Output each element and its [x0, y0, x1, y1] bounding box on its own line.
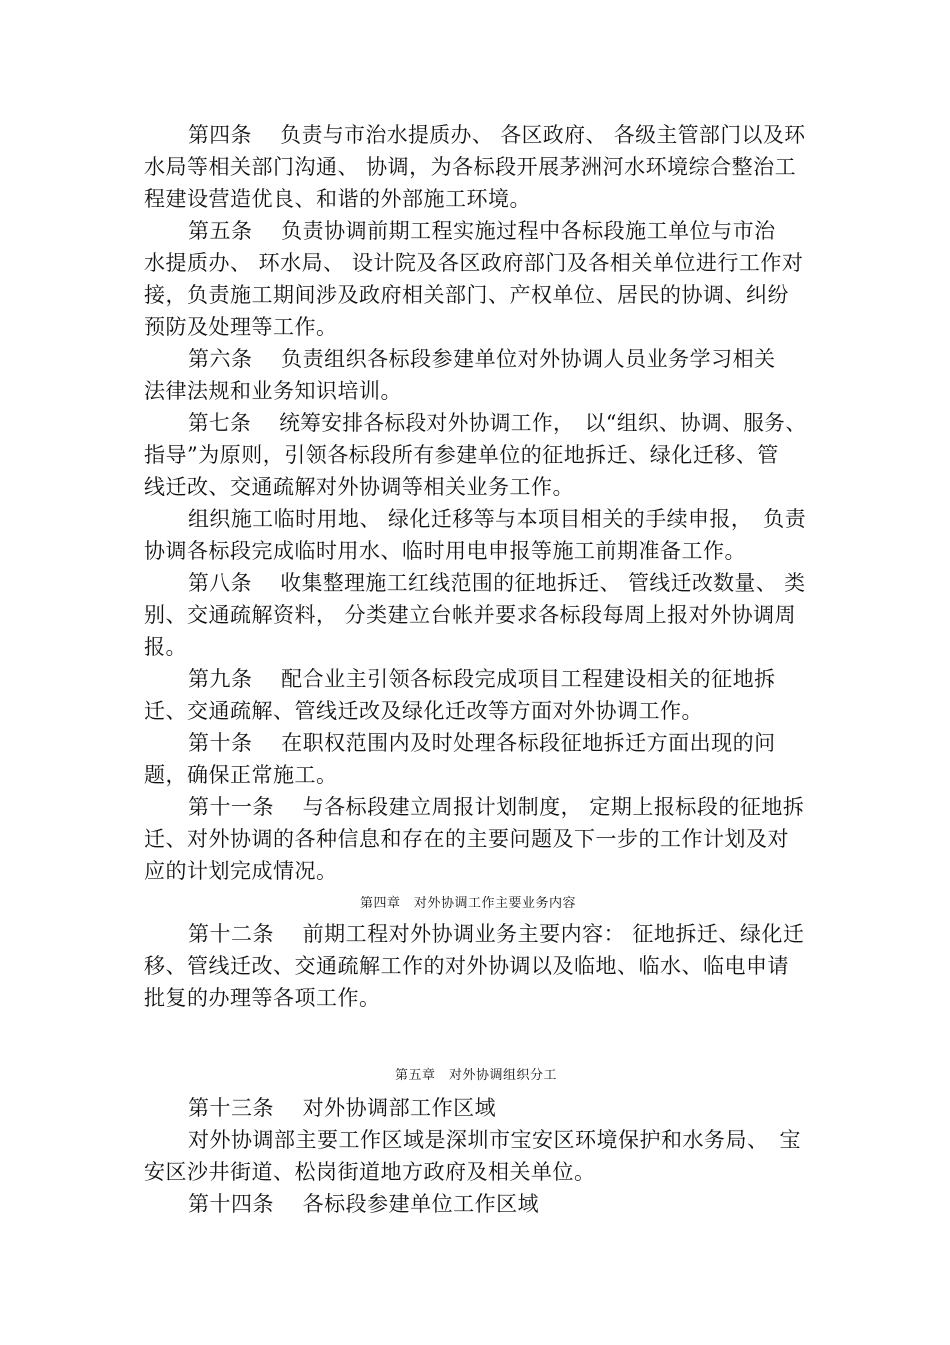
article-10-line-1: 第十条 在职权范围内及时处理各标段征地拆迁方面出现的问 [188, 731, 776, 755]
article-13-line-1: 第十三条 对外协调部工作区域 [188, 1096, 497, 1120]
article-7-line-5: 协调各标段完成临时用水、临时用电申报等施工前期准备工作。 [144, 539, 746, 563]
article-13-line-2: 对外协调部主要工作区域是深圳市宝安区环境保护和水务局、 宝 [188, 1128, 801, 1152]
article-12-line-2: 移、管线迁改、交通疏解工作的对外协调以及临地、临水、临电申请 [144, 954, 789, 978]
article-13-line-3: 安区沙井街道、松岗街道地方政府及相关单位。 [144, 1160, 596, 1184]
article-7-line-3: 线迁改、交通疏解对外协调等相关业务工作。 [144, 475, 574, 499]
article-7-line-1: 第七条 统筹安排各标段对外协调工作， 以“组织、协调、服务、 [188, 411, 807, 435]
article-11-line-1: 第十一条 与各标段建立周报计划制度， 定期上报标段的征地拆 [188, 795, 805, 819]
article-14-line-1: 第十四条 各标段参建单位工作区域 [188, 1192, 540, 1216]
article-8-line-1: 第八条 收集整理施工红线范围的征地拆迁、 管线迁改数量、 类 [188, 571, 806, 595]
article-7-line-4: 组织施工临时用地、 绿化迁移等与本项目相关的手续申报， 负责 [188, 507, 807, 531]
article-5-line-1: 第五条 负责协调前期工程实施过程中各标段施工单位与市治 [188, 219, 776, 243]
article-12-line-3: 批复的办理等各项工作。 [144, 986, 381, 1010]
article-6-line-1: 第六条 负责组织各标段参建单位对外协调人员业务学习相关 [188, 347, 776, 371]
article-7-line-2: 指导”为原则，引领各标段所有参建单位的征地拆迁、绿化迁移、管 [144, 443, 779, 467]
article-9-line-2: 迁、交通疏解、管线迁改及绿化迁改等方面对外协调工作。 [144, 699, 703, 723]
chapter-5-heading: 第五章 对外协调组织分工 [395, 1068, 558, 1083]
article-8-line-2: 别、交通疏解资料， 分类建立台帐并要求各标段每周上报对外协调周 [144, 603, 797, 627]
article-11-line-3: 应的计划完成情况。 [144, 859, 338, 883]
article-4-line-3: 程建设营造优良、和谐的外部施工环境。 [144, 187, 531, 211]
article-5-line-2: 水提质办、 环水局、 设计院及各区政府部门及各相关单位进行工作对 [144, 251, 804, 275]
article-6-line-2: 法律法规和业务知识培训。 [144, 379, 402, 403]
article-5-line-4: 预防及处理等工作。 [144, 315, 338, 339]
chapter-4-heading: 第四章 对外协调工作主要业务内容 [360, 896, 577, 911]
article-4-line-1: 第四条 负责与市治水提质办、 各区政府、 各级主管部门以及环 [188, 123, 806, 147]
article-9-line-1: 第九条 配合业主引领各标段完成项目工程建设相关的征地拆 [188, 667, 776, 691]
article-11-line-2: 迁、对外协调的各种信息和存在的主要问题及下一步的工作计划及对 [144, 827, 789, 851]
article-10-line-2: 题，确保正常施工。 [144, 763, 338, 787]
article-4-line-2: 水局等相关部门沟通、 协调，为各标段开展茅洲河水环境综合整治工 [144, 155, 797, 179]
article-8-line-3: 报。 [144, 635, 187, 659]
article-12-line-1: 第十二条 前期工程对外协调业务主要内容： 征地拆迁、绿化迁 [188, 922, 805, 946]
article-5-line-3: 接，负责施工期间涉及政府相关部门、产权单位、居民的协调、纠纷 [144, 283, 789, 307]
